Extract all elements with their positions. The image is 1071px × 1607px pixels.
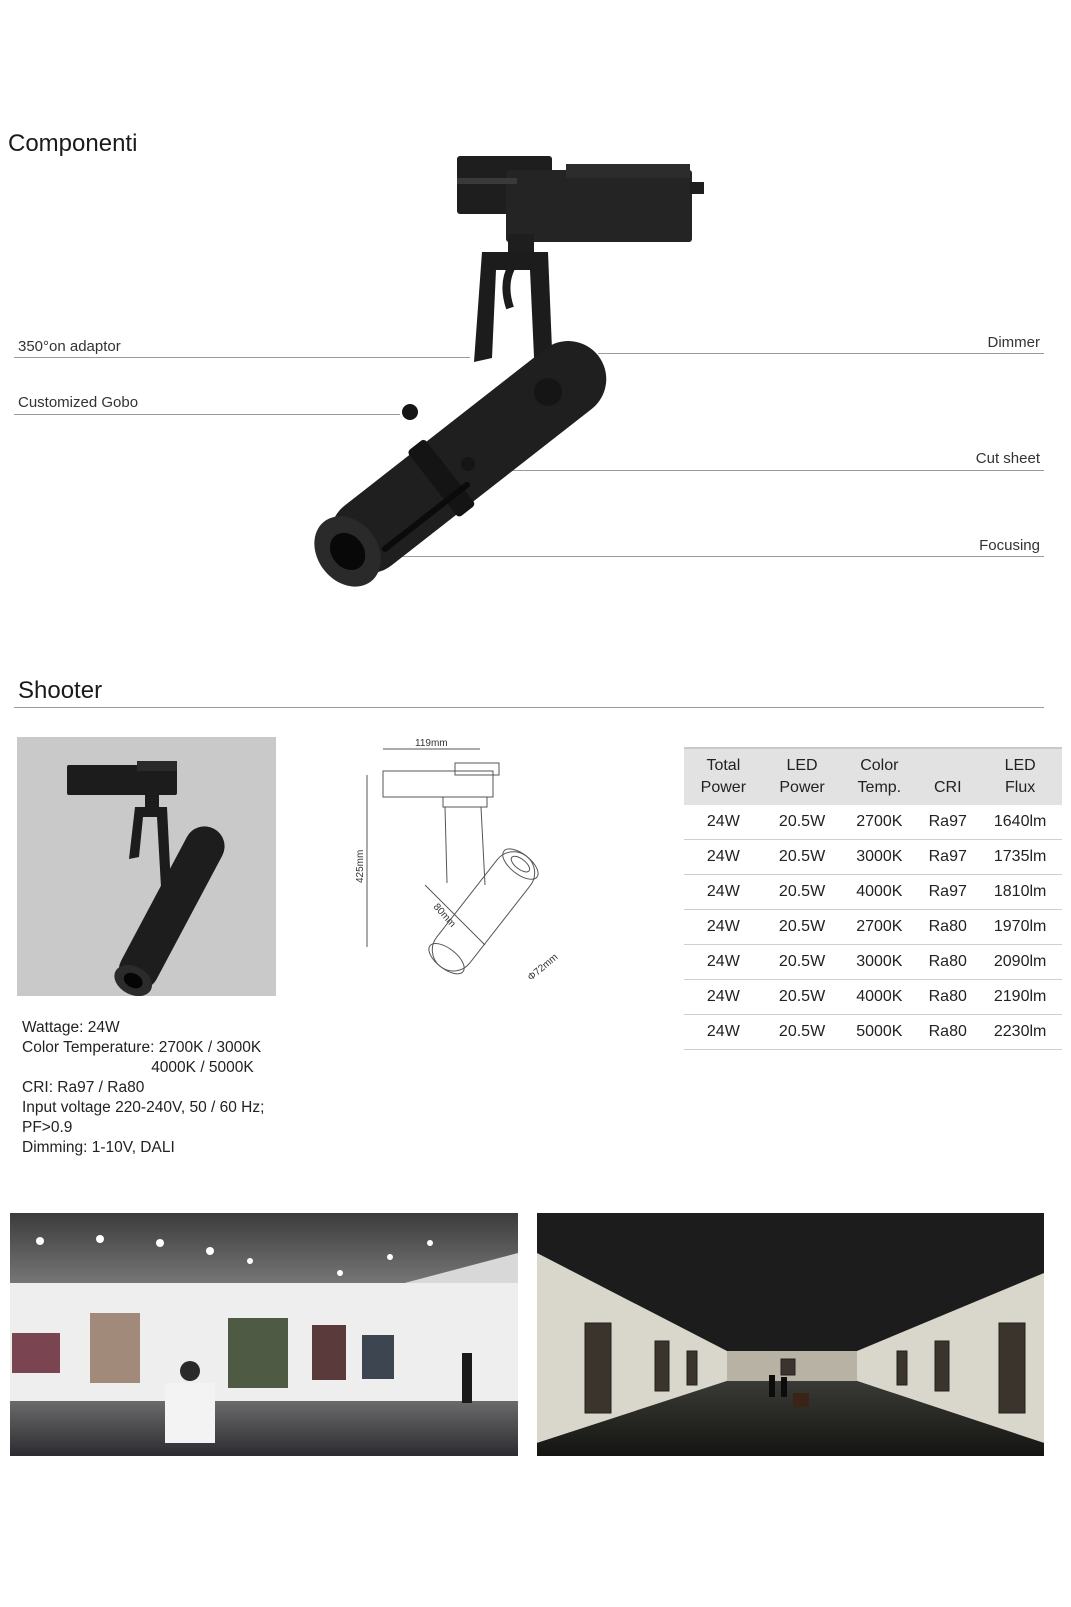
table-cell: 24W — [684, 910, 763, 945]
cut-sheet-callout: Cut sheet — [975, 450, 1040, 467]
length-dimension-label: 80mm — [430, 901, 458, 930]
table-cell: 20.5W — [763, 980, 842, 1015]
spec-cri: CRI: Ra97 / Ra80 — [22, 1079, 145, 1096]
components-title: Componenti — [8, 130, 138, 157]
table-cell: Ra80 — [917, 910, 978, 945]
table-row — [684, 1015, 1062, 1050]
table-cell: 20.5W — [763, 840, 842, 875]
shooter-product-photo — [17, 737, 276, 996]
spec-list — [22, 1018, 264, 1158]
table-row — [684, 840, 1062, 875]
table-cell: 20.5W — [763, 1015, 842, 1050]
shooter-fixture-image — [17, 737, 276, 996]
table-row — [684, 980, 1062, 1015]
spec-color-temp: Color Temperature: 2700K / 3000K — [22, 1039, 262, 1056]
table-cell: Ra97 — [917, 805, 978, 840]
shooter-divider — [14, 707, 1044, 708]
table-row — [684, 875, 1062, 910]
dimmer-callout: Dimmer — [987, 334, 1040, 351]
gobo-callout: Customized Gobo — [18, 394, 139, 411]
focusing-callout: Focusing — [979, 537, 1040, 554]
table-cell: Ra80 — [917, 945, 978, 980]
header-led-power: LED Power — [763, 748, 842, 805]
header-color-temp: Color Temp. — [841, 748, 917, 805]
table-cell: 24W — [684, 875, 763, 910]
width-dimension-label: 119mm — [415, 738, 448, 749]
spotlight-product-image — [270, 148, 720, 618]
table-cell: 1735lm — [978, 840, 1062, 875]
table-cell: 2700K — [841, 910, 917, 945]
spec-input-voltage: Input voltage 220-240V, 50 / 60 Hz; — [22, 1099, 265, 1116]
table-cell: 1810lm — [978, 875, 1062, 910]
table-cell: Ra97 — [917, 840, 978, 875]
table-cell: 24W — [684, 840, 763, 875]
table-cell: 2700K — [841, 805, 917, 840]
table-cell: Ra80 — [917, 1015, 978, 1050]
table-row — [684, 805, 1062, 840]
table-cell: 20.5W — [763, 875, 842, 910]
table-cell: Ra80 — [917, 980, 978, 1015]
spec-table — [684, 747, 1062, 1050]
table-cell: 1640lm — [978, 805, 1062, 840]
header-total-power: Total Power — [684, 748, 763, 805]
table-row — [684, 945, 1062, 980]
table-cell: Ra97 — [917, 875, 978, 910]
table-cell: 20.5W — [763, 945, 842, 980]
spec-wattage: Wattage: 24W — [22, 1019, 120, 1036]
table-cell: 4000K — [841, 875, 917, 910]
header-led-flux: LED Flux — [978, 748, 1062, 805]
spec-pf: PF>0.9 — [22, 1119, 73, 1136]
table-cell: 2190lm — [978, 980, 1062, 1015]
header-cri: CRI — [917, 748, 978, 805]
height-dimension-label: 425mm — [355, 849, 366, 883]
table-row — [684, 910, 1062, 945]
gallery-photo-left — [10, 1213, 518, 1456]
table-cell: 24W — [684, 945, 763, 980]
table-cell: 2090lm — [978, 945, 1062, 980]
gallery-scene-bright — [10, 1213, 518, 1456]
table-cell: 2230lm — [978, 1015, 1062, 1050]
dimension-drawing — [345, 735, 575, 985]
gallery-scene-dark — [537, 1213, 1044, 1456]
gallery-photo-right — [537, 1213, 1044, 1456]
table-header-row — [684, 748, 1062, 805]
shooter-title: Shooter — [18, 677, 103, 704]
spec-dimming: Dimming: 1-10V, DALI — [22, 1139, 175, 1156]
table-cell: 4000K — [841, 980, 917, 1015]
table-cell: 24W — [684, 805, 763, 840]
table-cell: 20.5W — [763, 910, 842, 945]
table-cell: 3000K — [841, 945, 917, 980]
table-cell: 3000K — [841, 840, 917, 875]
table-cell: 1970lm — [978, 910, 1062, 945]
table-cell: 5000K — [841, 1015, 917, 1050]
diameter-dimension-label: Φ72mm — [525, 951, 561, 984]
table-cell: 24W — [684, 1015, 763, 1050]
table-cell: 20.5W — [763, 805, 842, 840]
adaptor-callout: 350°on adaptor — [18, 338, 121, 355]
spec-color-temp-cont: 4000K / 5000K — [22, 1059, 254, 1076]
table-cell: 24W — [684, 980, 763, 1015]
